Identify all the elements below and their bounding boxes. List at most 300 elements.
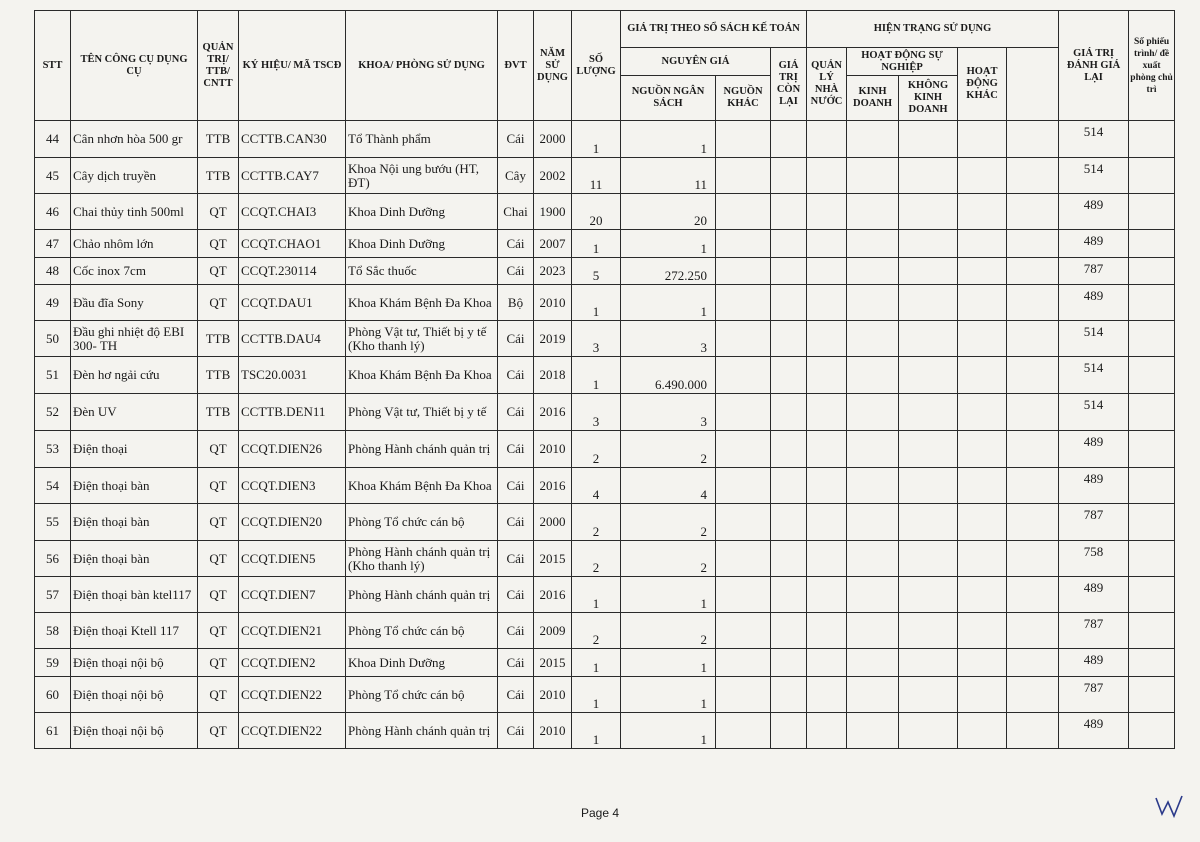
row-nam: 2015: [534, 541, 572, 577]
row-nguon-khac: [716, 158, 771, 194]
row-dvt: Bộ: [498, 285, 534, 321]
row-so-luong: 4: [572, 468, 621, 504]
table-row: [35, 321, 1175, 357]
row-stt: 52: [35, 394, 71, 431]
row-kinh-doanh: [847, 357, 899, 394]
row-gia-tri-danh-gia-lai: [1007, 677, 1059, 713]
row-gia-tri-con-lai: [771, 677, 807, 713]
row-so-luong: 1: [572, 230, 621, 258]
row-hoat-dong-khac: [958, 677, 1007, 713]
row-gia-tri-danh-gia-lai: [1007, 541, 1059, 577]
row-nam: 2016: [534, 394, 572, 431]
row-khong-kinh-doanh: [899, 230, 958, 258]
row-gia-tri-con-lai: [771, 713, 807, 749]
row-stt: 44: [35, 121, 71, 158]
row-khong-kinh-doanh: [899, 321, 958, 357]
row-ghi-chu: [1129, 158, 1175, 194]
row-ghi-chu: [1129, 285, 1175, 321]
row-so-phieu: 787: [1059, 677, 1129, 713]
row-stt: 54: [35, 468, 71, 504]
row-quan-ly-nha-nuoc: [807, 357, 847, 394]
row-khoa: Khoa Nội ung bướu (HT, ĐT): [346, 158, 498, 194]
row-khong-kinh-doanh: [899, 158, 958, 194]
row-so-luong: 2: [572, 613, 621, 649]
row-stt: 61: [35, 713, 71, 749]
row-quan-ly-nha-nuoc: [807, 431, 847, 468]
row-kinh-doanh: [847, 394, 899, 431]
row-ghi-chu: [1129, 121, 1175, 158]
row-kinh-doanh: [847, 285, 899, 321]
row-gia-tri-danh-gia-lai: [1007, 121, 1059, 158]
table-row: [35, 194, 1175, 230]
row-nguon-khac: [716, 468, 771, 504]
row-nguon-ngan-sach: 272.250: [621, 258, 716, 285]
row-hoat-dong-khac: [958, 258, 1007, 285]
row-kinh-doanh: [847, 258, 899, 285]
table-row: [35, 468, 1175, 504]
row-nguon-ngan-sach: 1: [621, 230, 716, 258]
row-kinh-doanh: [847, 230, 899, 258]
row-nguon-ngan-sach: 1: [621, 121, 716, 158]
row-kinh-doanh: [847, 677, 899, 713]
row-nguon-ngan-sach: 2: [621, 504, 716, 541]
row-quan-tri: QT: [198, 468, 239, 504]
row-gia-tri-danh-gia-lai: [1007, 258, 1059, 285]
row-quan-ly-nha-nuoc: [807, 504, 847, 541]
table-row: [35, 357, 1175, 394]
row-gia-tri-con-lai: [771, 504, 807, 541]
tool-inventory-table: [34, 10, 1175, 749]
row-khoa: Phòng Hành chánh quản trị: [346, 713, 498, 749]
row-ky-hieu: CCQT.DIEN22: [239, 677, 346, 713]
row-kinh-doanh: [847, 504, 899, 541]
row-hoat-dong-khac: [958, 504, 1007, 541]
row-hoat-dong-khac: [958, 577, 1007, 613]
row-quan-tri: TTB: [198, 394, 239, 431]
row-khoa: Khoa Khám Bệnh Đa Khoa: [346, 468, 498, 504]
row-quan-ly-nha-nuoc: [807, 285, 847, 321]
row-khoa: Tổ Thành phẩm: [346, 121, 498, 158]
row-ten: Điện thoại bàn: [71, 468, 198, 504]
row-kinh-doanh: [847, 321, 899, 357]
row-nguon-khac: [716, 613, 771, 649]
row-nguon-ngan-sach: 2: [621, 431, 716, 468]
row-khoa: Khoa Khám Bệnh Đa Khoa: [346, 285, 498, 321]
row-gia-tri-danh-gia-lai: [1007, 649, 1059, 677]
row-ten: Cây dịch truyền: [71, 158, 198, 194]
row-ghi-chu: [1129, 504, 1175, 541]
row-ghi-chu: [1129, 468, 1175, 504]
row-so-luong: 3: [572, 394, 621, 431]
row-so-luong: 5: [572, 258, 621, 285]
row-nam: 2010: [534, 431, 572, 468]
row-kinh-doanh: [847, 577, 899, 613]
header-khong-kinh-doanh: KHÔNG KINH DOANH: [899, 76, 958, 121]
row-so-luong: 1: [572, 285, 621, 321]
row-ky-hieu: TSC20.0031: [239, 357, 346, 394]
row-ghi-chu: [1129, 357, 1175, 394]
table-row: [35, 431, 1175, 468]
row-quan-ly-nha-nuoc: [807, 121, 847, 158]
row-hoat-dong-khac: [958, 230, 1007, 258]
row-khoa: Khoa Dinh Dưỡng: [346, 649, 498, 677]
row-ky-hieu: CCQT.DIEN2: [239, 649, 346, 677]
row-so-phieu: 489: [1059, 577, 1129, 613]
header-gia-tri-so-sach: GIÁ TRỊ THEO SỔ SÁCH KẾ TOÁN: [621, 11, 807, 48]
row-nguon-khac: [716, 394, 771, 431]
row-gia-tri-con-lai: [771, 230, 807, 258]
table-row: [35, 541, 1175, 577]
row-dvt: Cái: [498, 713, 534, 749]
row-ky-hieu: CCQT.DIEN22: [239, 713, 346, 749]
row-ten: Đầu ghi nhiệt độ EBI 300- TH: [71, 321, 198, 357]
row-gia-tri-danh-gia-lai: [1007, 194, 1059, 230]
row-quan-tri: TTB: [198, 321, 239, 357]
table-header: [35, 11, 1175, 121]
row-ky-hieu: CCQT.DIEN5: [239, 541, 346, 577]
row-nam: 2015: [534, 649, 572, 677]
table-row: [35, 577, 1175, 613]
row-kinh-doanh: [847, 194, 899, 230]
row-ghi-chu: [1129, 677, 1175, 713]
row-dvt: Cây: [498, 158, 534, 194]
row-ghi-chu: [1129, 541, 1175, 577]
row-quan-tri: QT: [198, 285, 239, 321]
row-gia-tri-danh-gia-lai: [1007, 613, 1059, 649]
row-nguon-khac: [716, 321, 771, 357]
header-nam: NĂM SỬ DỤNG: [534, 11, 572, 121]
row-khoa: Phòng Vật tư, Thiết bị y tế (Kho thanh lý): [346, 321, 498, 357]
row-so-luong: 1: [572, 121, 621, 158]
row-nguon-khac: [716, 649, 771, 677]
row-gia-tri-danh-gia-lai: [1007, 158, 1059, 194]
row-ten: Điện thoại: [71, 431, 198, 468]
row-stt: 56: [35, 541, 71, 577]
row-quan-tri: QT: [198, 541, 239, 577]
row-so-phieu: 489: [1059, 194, 1129, 230]
row-ten: Đầu đĩa Sony: [71, 285, 198, 321]
row-gia-tri-con-lai: [771, 158, 807, 194]
row-nam: 2018: [534, 357, 572, 394]
row-gia-tri-danh-gia-lai: [1007, 504, 1059, 541]
row-quan-ly-nha-nuoc: [807, 158, 847, 194]
row-khong-kinh-doanh: [899, 541, 958, 577]
row-dvt: Cái: [498, 541, 534, 577]
row-dvt: Cái: [498, 121, 534, 158]
row-nguon-ngan-sach: 1: [621, 285, 716, 321]
row-nguon-ngan-sach: 2: [621, 613, 716, 649]
row-khoa: Phòng Hành chánh quản trị: [346, 577, 498, 613]
row-quan-ly-nha-nuoc: [807, 258, 847, 285]
row-khoa: Khoa Khám Bệnh Đa Khoa: [346, 357, 498, 394]
row-gia-tri-con-lai: [771, 649, 807, 677]
signature-mark: [1152, 790, 1192, 820]
row-gia-tri-danh-gia-lai: [1007, 357, 1059, 394]
row-dvt: Cái: [498, 431, 534, 468]
row-stt: 53: [35, 431, 71, 468]
row-quan-tri: TTB: [198, 158, 239, 194]
header-dvt: ĐVT: [498, 11, 534, 121]
row-quan-tri: QT: [198, 194, 239, 230]
row-hoat-dong-khac: [958, 541, 1007, 577]
row-nguon-khac: [716, 194, 771, 230]
row-nguon-ngan-sach: 2: [621, 541, 716, 577]
row-hoat-dong-khac: [958, 613, 1007, 649]
row-hoat-dong-khac: [958, 321, 1007, 357]
row-hoat-dong-khac: [958, 121, 1007, 158]
row-nam: 2010: [534, 677, 572, 713]
row-ten: Chai thủy tinh 500ml: [71, 194, 198, 230]
row-nguon-khac: [716, 121, 771, 158]
row-dvt: Cái: [498, 357, 534, 394]
row-hoat-dong-khac: [958, 285, 1007, 321]
header-so-phieu: Số phiếu trình/ đề xuất phòng chủ trì: [1129, 11, 1175, 121]
row-dvt: Cái: [498, 468, 534, 504]
row-kinh-doanh: [847, 158, 899, 194]
row-stt: 51: [35, 357, 71, 394]
row-so-phieu: 489: [1059, 431, 1129, 468]
table-row: [35, 121, 1175, 158]
row-nguon-khac: [716, 285, 771, 321]
row-ghi-chu: [1129, 649, 1175, 677]
row-quan-ly-nha-nuoc: [807, 541, 847, 577]
row-quan-tri: QT: [198, 431, 239, 468]
row-dvt: Cái: [498, 677, 534, 713]
row-khong-kinh-doanh: [899, 357, 958, 394]
row-dvt: Cái: [498, 230, 534, 258]
row-hoat-dong-khac: [958, 713, 1007, 749]
row-ky-hieu: CCQT.CHAO1: [239, 230, 346, 258]
row-nguon-khac: [716, 504, 771, 541]
row-nam: 2023: [534, 258, 572, 285]
row-nam: 2019: [534, 321, 572, 357]
row-nam: 2000: [534, 504, 572, 541]
row-gia-tri-danh-gia-lai: [1007, 230, 1059, 258]
row-quan-tri: QT: [198, 649, 239, 677]
table-row: [35, 285, 1175, 321]
row-stt: 58: [35, 613, 71, 649]
row-gia-tri-danh-gia-lai: [1007, 577, 1059, 613]
row-hoat-dong-khac: [958, 431, 1007, 468]
row-so-luong: 1: [572, 677, 621, 713]
row-ten: Đèn UV: [71, 394, 198, 431]
row-stt: 59: [35, 649, 71, 677]
row-nguon-khac: [716, 577, 771, 613]
row-nguon-ngan-sach: 4: [621, 468, 716, 504]
row-quan-ly-nha-nuoc: [807, 468, 847, 504]
row-gia-tri-danh-gia-lai: [1007, 321, 1059, 357]
row-nguon-ngan-sach: 3: [621, 321, 716, 357]
row-ky-hieu: CCQT.DIEN20: [239, 504, 346, 541]
row-ky-hieu: CCTTB.CAN30: [239, 121, 346, 158]
row-nguon-ngan-sach: 1: [621, 713, 716, 749]
row-khong-kinh-doanh: [899, 285, 958, 321]
row-ten: Điện thoại nội bộ: [71, 677, 198, 713]
row-nam: 2000: [534, 121, 572, 158]
row-khoa: Phòng Tổ chức cán bộ: [346, 504, 498, 541]
row-khong-kinh-doanh: [899, 577, 958, 613]
table-row: [35, 258, 1175, 285]
row-stt: 49: [35, 285, 71, 321]
header-stt: STT: [35, 11, 71, 121]
header-so-luong: SỐ LƯỢNG: [572, 11, 621, 121]
row-quan-ly-nha-nuoc: [807, 577, 847, 613]
row-stt: 46: [35, 194, 71, 230]
row-ky-hieu: CCQT.DAU1: [239, 285, 346, 321]
row-gia-tri-con-lai: [771, 357, 807, 394]
row-gia-tri-con-lai: [771, 321, 807, 357]
row-ten: Điện thoại bàn ktel117: [71, 577, 198, 613]
row-nguon-khac: [716, 677, 771, 713]
table-row: [35, 677, 1175, 713]
header-nguon-khac: NGUỒN KHÁC: [716, 76, 771, 121]
table-row: [35, 394, 1175, 431]
row-ky-hieu: CCQT.230114: [239, 258, 346, 285]
row-nam: 2002: [534, 158, 572, 194]
row-stt: 57: [35, 577, 71, 613]
row-ten: Chảo nhôm lớn: [71, 230, 198, 258]
row-nguon-ngan-sach: 1: [621, 577, 716, 613]
row-dvt: Cái: [498, 258, 534, 285]
row-nguon-khac: [716, 541, 771, 577]
header-quan-ly-nha-nuoc: QUẢN LÝ NHÀ NƯỚC: [807, 48, 847, 121]
row-gia-tri-con-lai: [771, 194, 807, 230]
row-ky-hieu: CCQT.DIEN26: [239, 431, 346, 468]
row-khong-kinh-doanh: [899, 194, 958, 230]
row-stt: 55: [35, 504, 71, 541]
inventory-sheet: [34, 10, 1174, 749]
row-so-phieu: 758: [1059, 541, 1129, 577]
row-quan-ly-nha-nuoc: [807, 713, 847, 749]
row-ten: Cốc inox 7cm: [71, 258, 198, 285]
row-quan-ly-nha-nuoc: [807, 194, 847, 230]
row-gia-tri-danh-gia-lai: [1007, 285, 1059, 321]
row-hoat-dong-khac: [958, 158, 1007, 194]
header-nguyen-gia: NGUYÊN GIÁ: [621, 48, 771, 76]
header-ten: TÊN CÔNG CỤ DỤNG CỤ: [71, 11, 198, 121]
row-ten: Điện thoại nội bộ: [71, 713, 198, 749]
row-nguon-khac: [716, 258, 771, 285]
row-nguon-ngan-sach: 1: [621, 649, 716, 677]
row-dvt: Cái: [498, 394, 534, 431]
row-khong-kinh-doanh: [899, 649, 958, 677]
row-so-phieu: 514: [1059, 121, 1129, 158]
row-so-luong: 1: [572, 577, 621, 613]
row-so-phieu: 514: [1059, 357, 1129, 394]
row-so-phieu: 787: [1059, 504, 1129, 541]
row-stt: 50: [35, 321, 71, 357]
row-ten: Điện thoại bàn: [71, 541, 198, 577]
table-row: [35, 713, 1175, 749]
row-quan-tri: TTB: [198, 357, 239, 394]
row-khoa: Tổ Sắc thuốc: [346, 258, 498, 285]
row-khong-kinh-doanh: [899, 431, 958, 468]
row-dvt: Cái: [498, 649, 534, 677]
row-hoat-dong-khac: [958, 194, 1007, 230]
table-row: [35, 158, 1175, 194]
row-ghi-chu: [1129, 194, 1175, 230]
row-ghi-chu: [1129, 321, 1175, 357]
row-nguon-ngan-sach: 3: [621, 394, 716, 431]
row-kinh-doanh: [847, 541, 899, 577]
row-hoat-dong-khac: [958, 468, 1007, 504]
header-hoat-dong-su-nghiep: HOẠT ĐỘNG SỰ NGHIỆP: [847, 48, 958, 76]
row-dvt: Cái: [498, 504, 534, 541]
row-khong-kinh-doanh: [899, 394, 958, 431]
row-nguon-khac: [716, 713, 771, 749]
row-so-phieu: 514: [1059, 394, 1129, 431]
row-dvt: Chai: [498, 194, 534, 230]
row-gia-tri-danh-gia-lai: [1007, 713, 1059, 749]
row-hoat-dong-khac: [958, 649, 1007, 677]
header-hien-trang: HIỆN TRẠNG SỬ DỤNG: [807, 11, 1059, 48]
row-so-phieu: 489: [1059, 285, 1129, 321]
row-quan-tri: QT: [198, 258, 239, 285]
row-ten: Cân nhơn hòa 500 gr: [71, 121, 198, 158]
row-nam: 2007: [534, 230, 572, 258]
header-hoat-dong-khac: HOẠT ĐỘNG KHÁC: [958, 48, 1007, 121]
row-khong-kinh-doanh: [899, 613, 958, 649]
row-nguon-ngan-sach: 20: [621, 194, 716, 230]
row-so-luong: 2: [572, 431, 621, 468]
row-so-luong: 2: [572, 504, 621, 541]
header-quan-tri: QUẢN TRỊ/ TTB/ CNTT: [198, 11, 239, 121]
row-gia-tri-con-lai: [771, 613, 807, 649]
row-nam: 2010: [534, 713, 572, 749]
row-gia-tri-danh-gia-lai: [1007, 431, 1059, 468]
row-stt: 47: [35, 230, 71, 258]
row-khoa: Khoa Dinh Dưỡng: [346, 194, 498, 230]
row-ky-hieu: CCQT.DIEN3: [239, 468, 346, 504]
row-quan-tri: QT: [198, 230, 239, 258]
row-khong-kinh-doanh: [899, 258, 958, 285]
row-nguon-khac: [716, 230, 771, 258]
row-kinh-doanh: [847, 649, 899, 677]
row-quan-tri: TTB: [198, 121, 239, 158]
table-body: [35, 121, 1175, 749]
row-gia-tri-con-lai: [771, 258, 807, 285]
row-quan-ly-nha-nuoc: [807, 394, 847, 431]
row-nam: 2016: [534, 577, 572, 613]
row-so-phieu: 514: [1059, 321, 1129, 357]
row-kinh-doanh: [847, 468, 899, 504]
row-nam: 2016: [534, 468, 572, 504]
row-dvt: Cái: [498, 613, 534, 649]
row-nguon-ngan-sach: 1: [621, 677, 716, 713]
row-gia-tri-con-lai: [771, 121, 807, 158]
row-khoa: Phòng Hành chánh quản trị (Kho thanh lý): [346, 541, 498, 577]
row-so-phieu: 787: [1059, 258, 1129, 285]
row-khoa: Phòng Hành chánh quản trị: [346, 431, 498, 468]
row-so-phieu: 787: [1059, 613, 1129, 649]
row-stt: 45: [35, 158, 71, 194]
row-gia-tri-danh-gia-lai: [1007, 394, 1059, 431]
row-so-phieu: 489: [1059, 468, 1129, 504]
table-row: [35, 649, 1175, 677]
page-number: Page 4: [580, 806, 620, 820]
row-ky-hieu: CCQT.DIEN21: [239, 613, 346, 649]
row-so-phieu: 489: [1059, 230, 1129, 258]
table-row: [35, 230, 1175, 258]
row-khong-kinh-doanh: [899, 677, 958, 713]
row-nguon-ngan-sach: 6.490.000: [621, 357, 716, 394]
header-gia-tri-con-lai: GIÁ TRỊ CÒN LẠI: [771, 48, 807, 121]
row-khoa: Phòng Tổ chức cán bộ: [346, 613, 498, 649]
row-kinh-doanh: [847, 713, 899, 749]
row-quan-ly-nha-nuoc: [807, 677, 847, 713]
row-quan-tri: QT: [198, 613, 239, 649]
row-khoa: Phòng Vật tư, Thiết bị y tế: [346, 394, 498, 431]
